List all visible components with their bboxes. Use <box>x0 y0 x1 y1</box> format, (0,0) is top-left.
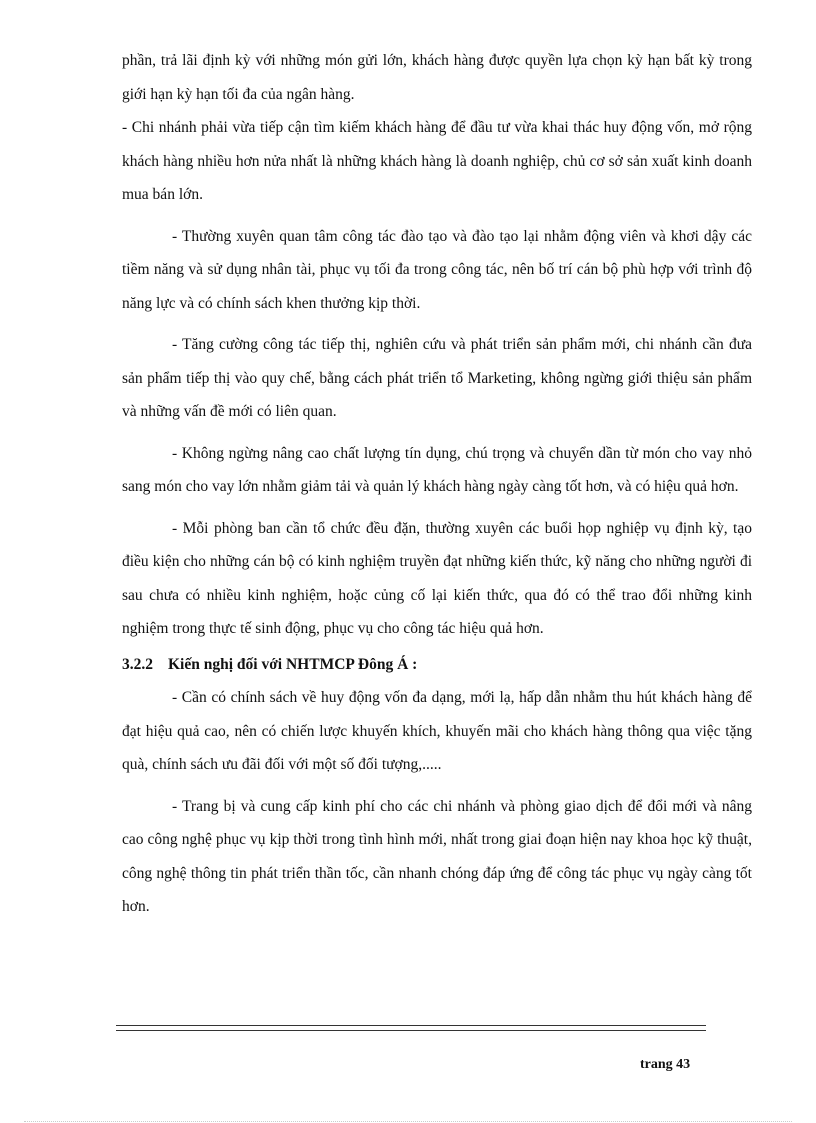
paragraph: - Thường xuyên quan tâm công tác đào tạo và đào tạo lại nhằm động viên và khơi dậy các tiềm năng và sử dụng nhân tài, phục vụ tối đa trong công tác, nên bố trí cán bộ phù hợp với trình độ năng lực và có chính sách khen thưởng kịp thời. <box>122 227 752 312</box>
paragraph: - Tăng cường công tác tiếp thị, nghiên cứu và phát triển sản phẩm mới, chi nhánh cần đưa sản phẩm tiếp thị vào quy chế, bằng cách phát triển tổ Marketing, không ngừng giới thiệu sản phẩm và những vấn đề mới có liên quan. <box>122 336 752 420</box>
paragraph: - Mỗi phòng ban cần tổ chức đều đặn, thường xuyên các buổi họp nghiệp vụ định kỳ, tạo điều kiện cho những cán bộ có kinh nghiệm truyền đạt những kiến thức, kỹ năng cho những người đi sau chưa có nhiều kinh nghiệm, hoặc củng cố lại kiến thức, qua đó có thể trao đổi những kinh nghiệm trong thực tế sinh động, phục vụ cho công tác hiệu quả hơn. <box>122 519 752 637</box>
body-text <box>122 44 752 924</box>
paragraph: - Không ngừng nâng cao chất lượng tín dụng, chú trọng và chuyển dần từ món cho vay nhỏ sang món cho vay lớn nhằm giảm tải và quản lý khách hàng ngày càng tốt hơn, và có hiệu quả hơn. <box>122 444 752 495</box>
paragraph: - Trang bị và cung cấp kinh phí cho các chi nhánh và phòng giao dịch để đổi mới và nâng cao công nghệ phục vụ kịp thời trong tình hình mới, nhất trong giai đoạn hiện nay khoa học kỹ thuật, công nghệ thông tin phát triển thần tốc, cần nhanh chóng đáp ứng để công tác phục vụ ngày càng tốt hơn. <box>122 797 752 915</box>
footer-double-rule <box>116 1025 706 1031</box>
section-number: 3.2.2 <box>122 655 153 673</box>
page-number: trang 43 <box>640 1057 691 1072</box>
section-heading <box>122 648 752 682</box>
paragraph: - Chi nhánh phải vừa tiếp cận tìm kiếm khách hàng để đầu tư vừa khai thác huy động vốn, mở rộng khách hàng nhiều hơn nửa nhất là những khách hàng là doanh nghiệp, chủ cơ sở sản xuất kinh doanh mua bán lớn. <box>122 119 752 203</box>
paragraph: - Cần có chính sách về huy động vốn đa dạng, mới lạ, hấp dẫn nhằm thu hút khách hàng để đạt hiệu quả cao, nên có chiến lược khuyến khích, khuyến mãi cho khách hàng thông qua việc tặng quà, chính sách ưu đãi đối với một số đối tượng,..... <box>122 689 752 773</box>
section-title: Kiến nghị đối với NHTMCP Đông Á : <box>168 655 418 673</box>
page-bottom-border <box>24 1121 792 1122</box>
paragraph: phần, trả lãi định kỳ với những món gửi lớn, khách hàng được quyền lựa chọn kỳ hạn bất kỳ trong giới hạn kỳ hạn tối đa của ngân hàng. <box>122 52 752 103</box>
